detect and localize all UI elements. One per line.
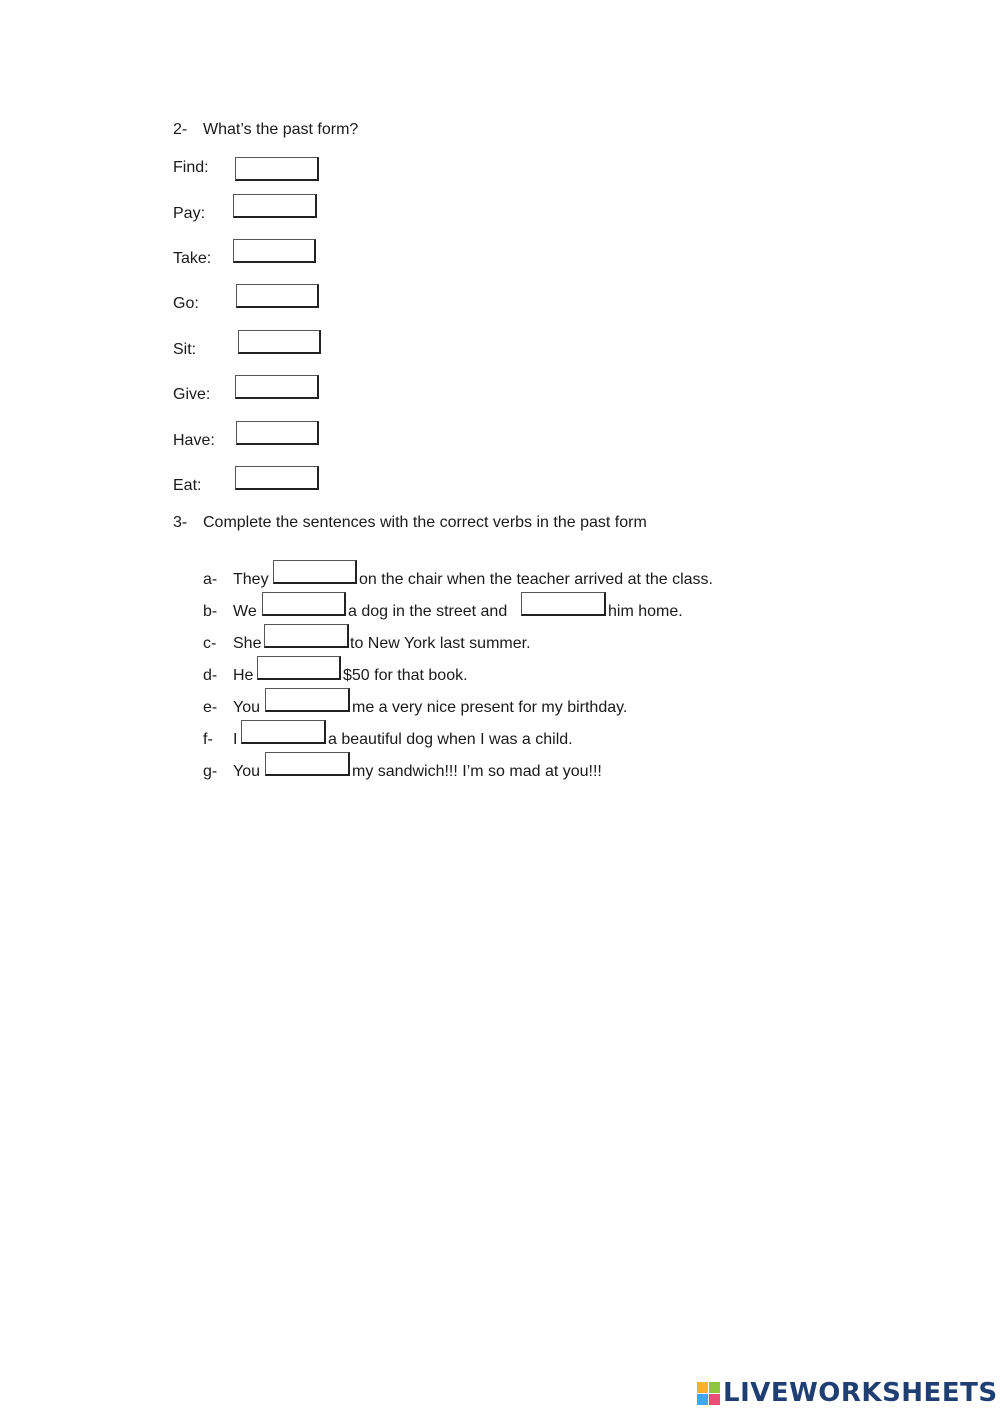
sentence-b-rest: him home.	[608, 603, 683, 620]
verb-label-have: Have:	[173, 432, 215, 449]
answer-input-give[interactable]	[235, 375, 319, 399]
sentence-e-letter: e-	[203, 699, 218, 716]
verb-label-take: Take:	[173, 250, 212, 267]
sentence-f-subject: I	[233, 731, 238, 748]
sentence-g-rest: my sandwich!!! I’m so mad at you!!!	[352, 763, 602, 780]
sentence-g-subject: You	[233, 763, 260, 780]
sentence-c-input[interactable]	[264, 624, 349, 648]
answer-input-sit[interactable]	[238, 330, 321, 354]
sentence-g-input[interactable]	[265, 752, 350, 776]
sentence-d-letter: d-	[203, 667, 218, 684]
sentence-f-letter: f-	[203, 731, 213, 748]
section-3-title: Complete the sentences with the correct verbs in the past form	[203, 514, 647, 531]
sentence-d-subject: He	[233, 667, 254, 684]
logo-tiles-icon	[697, 1382, 720, 1405]
sentence-b-input-1[interactable]	[262, 592, 346, 616]
sentence-a-input[interactable]	[273, 560, 357, 584]
verb-label-go: Go:	[173, 295, 199, 312]
sentence-f-input[interactable]	[241, 720, 326, 744]
verb-label-eat: Eat:	[173, 477, 202, 494]
section-2-title: What’s the past form?	[203, 121, 359, 138]
sentence-e-input[interactable]	[265, 688, 350, 712]
sentence-c-letter: c-	[203, 635, 217, 652]
sentence-d-rest: $50 for that book.	[343, 667, 468, 684]
sentence-c-rest: to New York last summer.	[350, 635, 531, 652]
sentence-b-middle: a dog in the street and	[348, 603, 508, 620]
logo-text: LIVEWORKSHEETS	[723, 1378, 998, 1408]
verb-label-pay: Pay:	[173, 205, 206, 222]
sentence-f-rest: a beautiful dog when I was a child.	[328, 731, 573, 748]
logo-tile-e	[709, 1394, 720, 1405]
answer-input-take[interactable]	[233, 239, 316, 263]
sentence-c-subject: She	[233, 635, 262, 652]
sentence-e-rest: me a very nice present for my birthday.	[352, 699, 628, 716]
verb-label-sit: Sit:	[173, 341, 197, 358]
sentence-a-rest: on the chair when the teacher arrived at the class.	[359, 571, 713, 588]
answer-input-find[interactable]	[235, 157, 319, 181]
sentence-d-input[interactable]	[257, 656, 341, 680]
logo-tile-v	[697, 1394, 708, 1405]
answer-input-have[interactable]	[236, 421, 319, 445]
answer-input-pay[interactable]	[233, 194, 317, 218]
logo-tile-i	[709, 1382, 720, 1393]
answer-input-go[interactable]	[236, 284, 319, 308]
sentence-b-input-2[interactable]	[521, 592, 606, 616]
sentence-a-letter: a-	[203, 571, 218, 588]
sentence-g-letter: g-	[203, 763, 218, 780]
sentence-b-subject: We	[233, 603, 257, 620]
logo-tile-l	[697, 1382, 708, 1393]
section-3-number: 3-	[173, 514, 188, 531]
sentence-e-subject: You	[233, 699, 260, 716]
sentence-a-subject: They	[233, 571, 269, 588]
liveworksheets-logo	[697, 1378, 998, 1408]
section-2-number: 2-	[173, 121, 188, 138]
verb-label-give: Give:	[173, 386, 211, 403]
sentence-b-letter: b-	[203, 603, 218, 620]
answer-input-eat[interactable]	[235, 466, 319, 490]
verb-label-find: Find:	[173, 159, 209, 176]
